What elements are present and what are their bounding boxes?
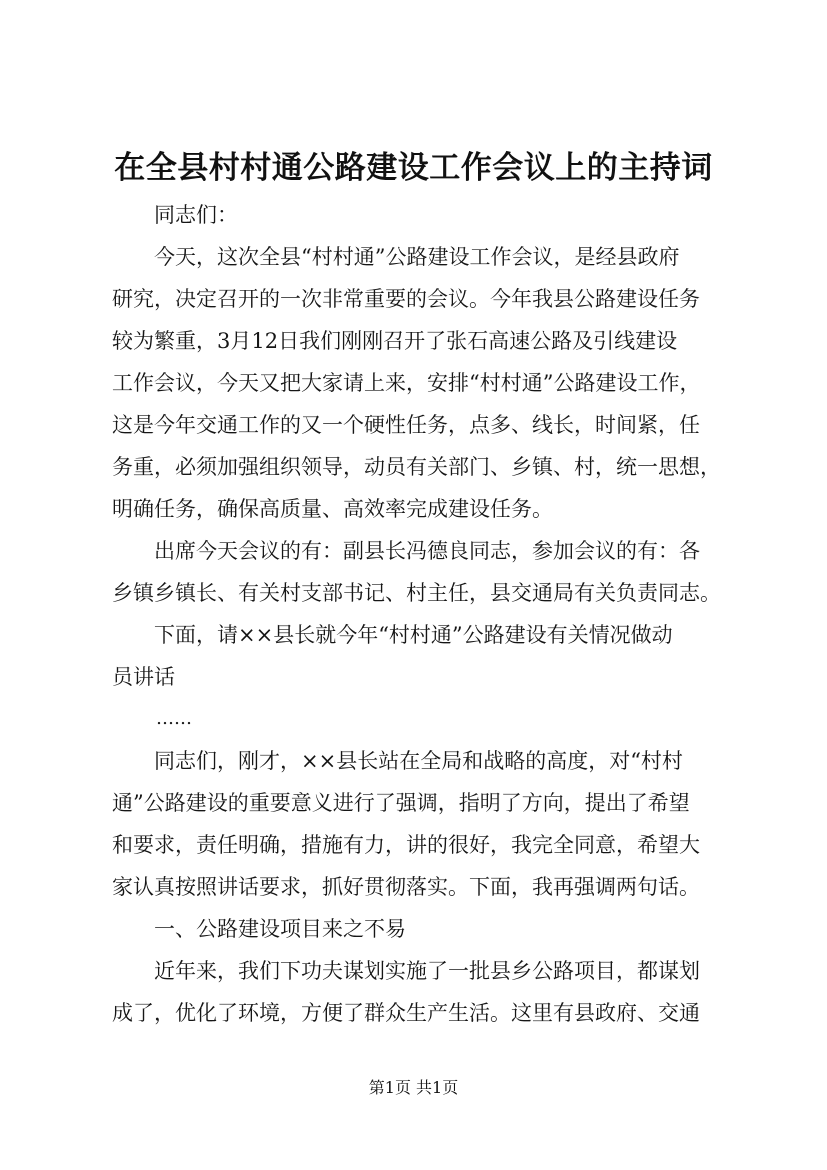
paragraph-line: 成了，优化了环境，方便了群众生产生活。这里有县政府、交通 [112, 1001, 700, 1025]
section-heading: 一、公路建设项目来之不易 [154, 917, 406, 941]
salutation: 同志们： [154, 203, 238, 227]
ellipsis: …… [156, 708, 192, 729]
paragraph-line: 同志们，刚才，××县长站在全局和战略的高度，对“村村 [154, 749, 683, 773]
paragraph-line: 员讲话 [112, 665, 175, 689]
document-title: 在全县村村通公路建设工作会议上的主持词 [114, 150, 713, 186]
paragraph-line: 和要求，责任明确，措施有力，讲的很好，我完全同意，希望大 [112, 833, 700, 857]
paragraph-line: 通”公路建设的重要意义进行了强调，指明了方向，提出了希望 [112, 791, 690, 815]
paragraph-line: 较为繁重，3月12日我们刚刚召开了张石高速公路及引线建设 [112, 329, 678, 353]
paragraph-line: 研究，决定召开的一次非常重要的会议。今年我县公路建设任务 [112, 287, 700, 311]
paragraph-line: 下面，请××县长就今年“村村通”公路建设有关情况做动 [154, 623, 673, 647]
page-number-footer: 第1页 共1页 [368, 1078, 459, 1097]
document-body [112, 194, 738, 1034]
paragraph-line: 明确任务，确保高质量、高效率完成建设任务。 [112, 497, 553, 521]
paragraph-line: 家认真按照讲话要求，抓好贯彻落实。下面，我再强调两句话。 [112, 875, 700, 899]
paragraph-line: 务重，必须加强组织领导，动员有关部门、乡镇、村，统一思想， [112, 455, 721, 479]
paragraph-line: 今天，这次全县“村村通”公路建设工作会议，是经县政府 [154, 245, 680, 269]
paragraph-line: 乡镇乡镇长、有关村支部书记、村主任，县交通局有关负责同志。 [112, 581, 721, 605]
paragraph-line: 这是今年交通工作的又一个硬性任务，点多、线长，时间紧，任 [112, 413, 700, 437]
paragraph-line: 近年来，我们下功夫谋划实施了一批县乡公路项目，都谋划 [154, 959, 700, 983]
paragraph-line: 出席今天会议的有：副县长冯德良同志，参加会议的有：各 [154, 539, 700, 563]
paragraph-line: 工作会议，今天又把大家请上来，安排“村村通”公路建设工作， [112, 371, 701, 395]
